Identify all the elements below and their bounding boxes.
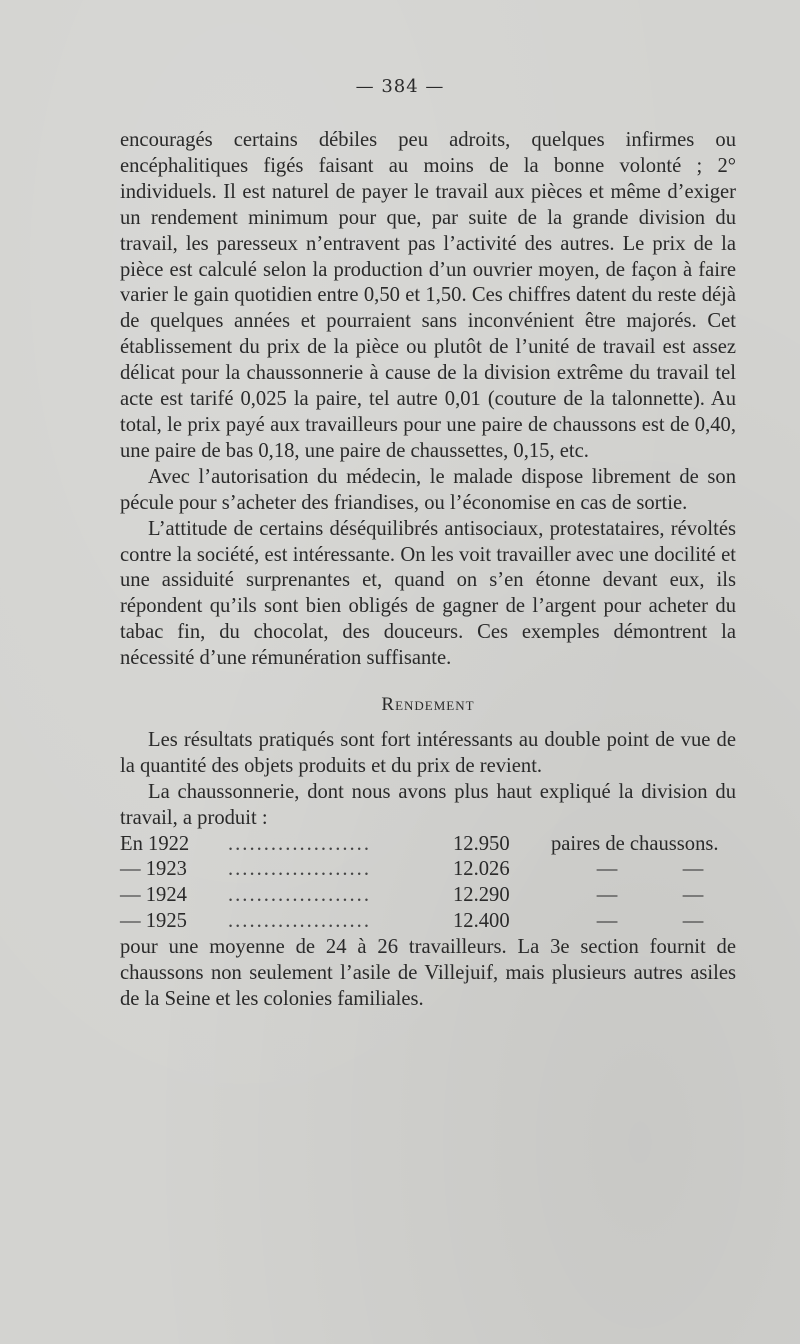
unit-cell: [551, 909, 736, 935]
ditto-mark: —: [682, 910, 704, 933]
paragraph: La chaussonnerie, dont nous avons plus haut expliqué la division du travail, a produit :: [120, 780, 736, 829]
unit-cell: [551, 857, 736, 883]
table-row: [120, 832, 736, 858]
page-body: [120, 128, 736, 1013]
ditto-mark: —: [596, 858, 618, 881]
paragraph: Avec l’autorisation du médecin, le malade dispose librement de son pécule pour s’acheter des friandises, ou l’économise en cas de sortie.: [120, 465, 736, 514]
paragraph: Les résultats pratiqués sont fort intéressants au double point de vue de la quantité des objets produits et du prix de revient.: [120, 728, 736, 777]
ditto-mark: —: [682, 858, 704, 881]
page-number: — 384 —: [355, 76, 445, 97]
paragraph: pour une moyenne de 24 à 26 travailleurs. La 3e section fournit de chaussons non seulement l’asile de Villejuif, mais plusieurs autres asiles de la Seine et les colonies familiales.: [120, 936, 736, 1010]
unit-cell: [551, 883, 736, 909]
dot-leader: ....................: [228, 910, 371, 933]
dot-leader: ....................: [228, 884, 371, 907]
production-table: [120, 832, 736, 936]
paragraph: L’attitude de certains déséquilibrés antisociaux, protestataires, révoltés contre la société, est intéressante. On les voit travailler avec une docilité et une assiduité surprenantes et, quand on s’en étonne devant eux, ils répondent qu’ils sont bien obligés de gagner de l’argent pour acheter du tabac fin, du chocolat, des douceurs. Ces exemples démontrent la nécessité d’une rémunération suffisante.: [120, 517, 736, 670]
dot-leader: ....................: [228, 858, 371, 881]
table-row: [120, 883, 736, 909]
ditto-mark: —: [682, 884, 704, 907]
unit-cell: paires de chaussons.: [551, 832, 719, 855]
quantity-cell: 12.026: [453, 858, 510, 881]
quantity-cell: 12.290: [453, 884, 510, 907]
section-heading: Rendement: [381, 694, 475, 716]
year-cell: — 1923: [120, 858, 187, 881]
quantity-cell: 12.400: [453, 910, 510, 933]
year-cell: En 1922: [120, 832, 190, 855]
table-row: [120, 857, 736, 883]
dot-leader: ....................: [228, 832, 371, 855]
year-cell: — 1924: [120, 884, 187, 907]
table-row: [120, 909, 736, 935]
ditto-mark: —: [596, 910, 618, 933]
quantity-cell: 12.950: [453, 832, 510, 855]
ditto-mark: —: [596, 884, 618, 907]
year-cell: — 1925: [120, 910, 187, 933]
paragraph: encouragés certains débiles peu adroits, quelques infirmes ou encéphalitiques figés faisant au moins de la bonne volonté ; 2° individuels. Il est naturel de payer le travail aux pièces et même d’exiger un rendement minimum pour que, par suite de la grande division du travail, les paresseux n’entravent pas l’activité des autres. Le prix de la pièce est calculé selon la production d’un ouvrier moyen, de façon à faire varier le gain quotidien entre 0,50 et 1,50. Ces chiffres datent du reste déjà de quelques années et pourraient sans inconvénient être majorés. Cet établissement du prix de la pièce ou plutôt de l’unité de travail est assez délicat pour la chaussonnerie à cause de la division extrême du travail tel acte est tarifé 0,025 la paire, tel autre 0,01 (couture de la talonnette). Au total, le prix payé aux travailleurs pour une paire de chaussons est de 0,40, une paire de bas 0,18, une paire de chaussettes, 0,15, etc.: [120, 129, 736, 462]
